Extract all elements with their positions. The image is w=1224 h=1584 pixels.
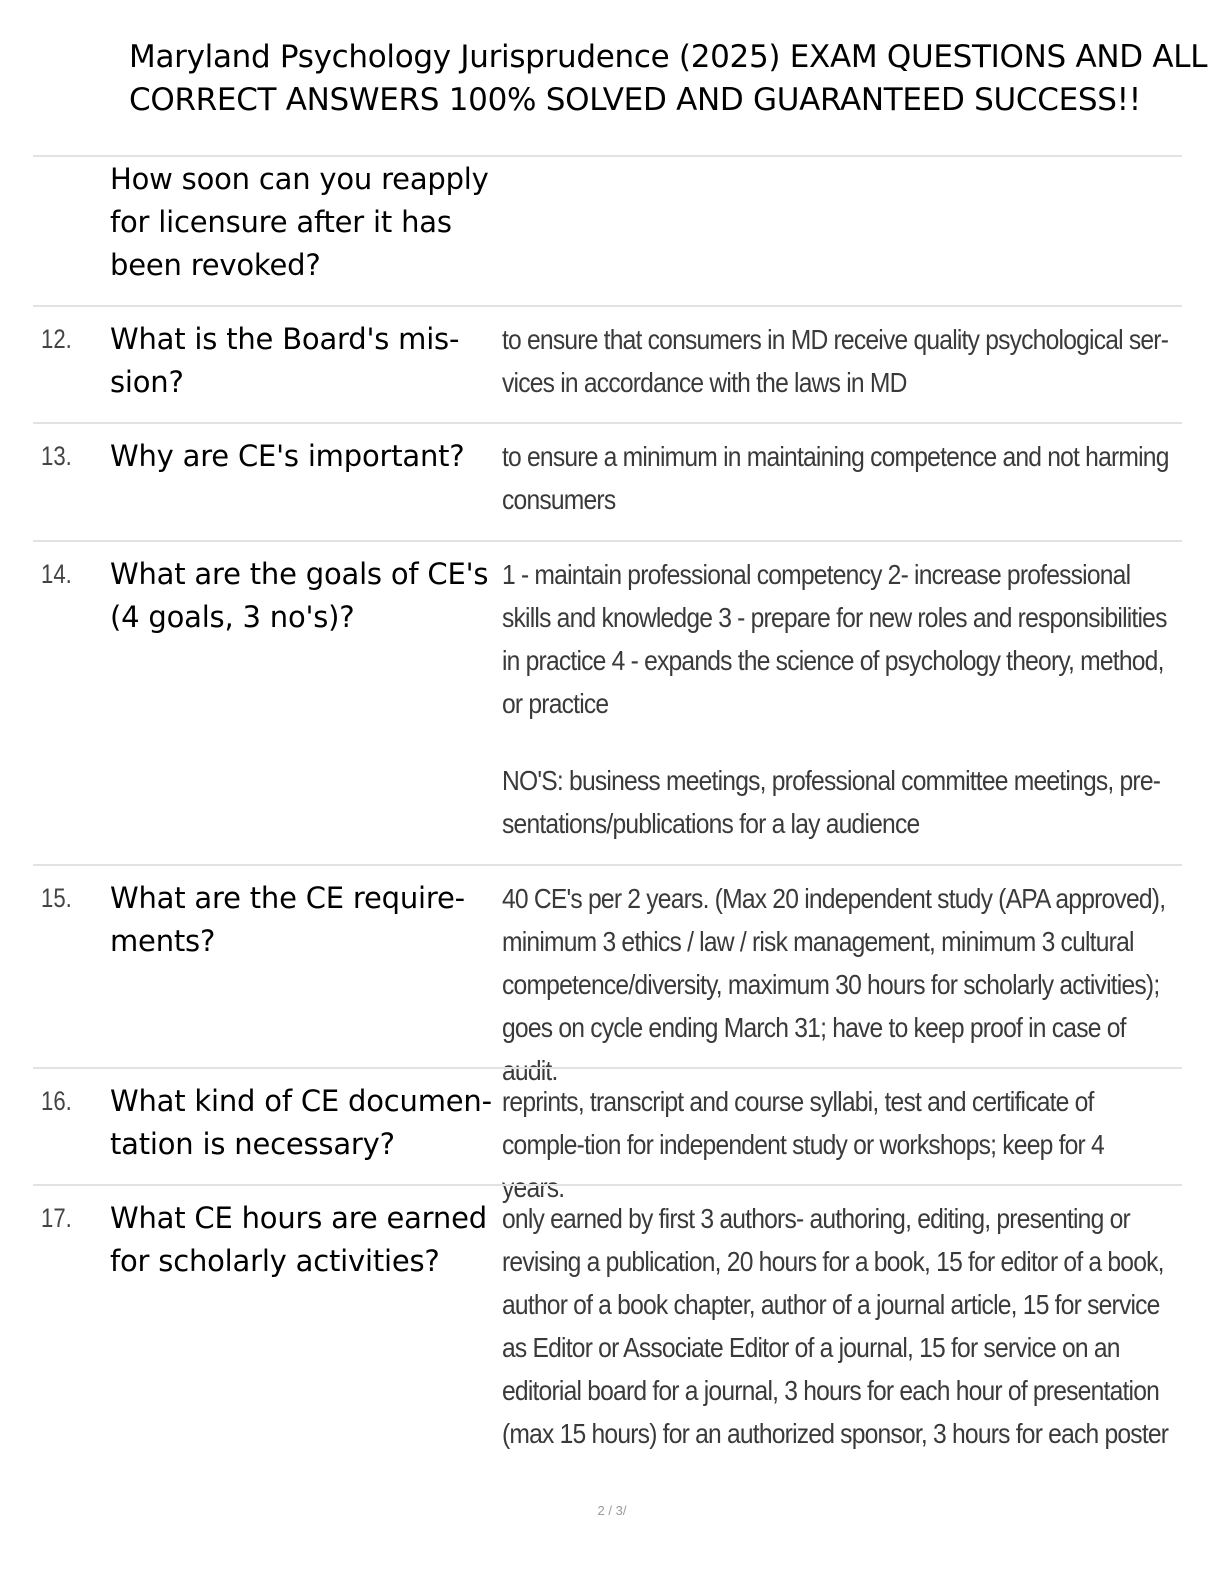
answer-text (502, 553, 1171, 845)
answer-paragraph: NO'S: business meetings, professional committee meetings, pre-sentations/publications for a lay audience (502, 765, 1161, 839)
answer-text (502, 318, 1171, 404)
answer-text (502, 877, 1171, 1092)
question-text: What are the goals of CE's (4 goals, 3 no's)? (110, 557, 489, 634)
answer-text (502, 1197, 1171, 1455)
question-text: How soon can you reapply for licensure after it has been revoked? (110, 162, 489, 282)
document-title: Maryland Psychology Jurisprudence (2025) EXAM QUESTIONS AND ALL CORRECT ANSWERS 100% SOLVED AND GUARANTEED SUCCESS!! (129, 39, 1208, 118)
row-divider (33, 305, 1182, 307)
answer-paragraph: only earned by first 3 authors- authoring, editing, presenting or revising a publication, 20 hours for a book, 15 for editor of a book, author of a book chapter, author of a journal article, 15 for service as Editor or Associate Editor of a journal, 15 for service on an editorial board for a journal, 3 hours for each hour of presentation (max 15 hours) for an authorized sponsor, 3 hours for each poster (502, 1203, 1169, 1449)
row-divider (33, 540, 1182, 542)
row-divider (33, 864, 1182, 866)
answer-paragraph: to ensure a minimum in maintaining competence and not harming consumers (502, 441, 1169, 515)
question-text: What is the Board's mis-sion? (110, 322, 460, 399)
question-number: 14. (41, 559, 72, 589)
question-number: 12. (41, 324, 72, 354)
question-number: 13. (41, 441, 72, 471)
row-divider (33, 422, 1182, 424)
question-number: 15. (41, 883, 72, 913)
question-number: 16. (41, 1086, 72, 1116)
question-text: Why are CE's important? (110, 439, 465, 473)
row-divider (33, 1067, 1182, 1069)
answer-paragraph: to ensure that consumers in MD receive quality psychological ser-vices in accordance with the laws in MD (502, 324, 1169, 398)
answer-text (502, 1080, 1171, 1209)
question-text: What are the CE require-ments? (110, 881, 465, 958)
answer-text (502, 435, 1171, 521)
question-number: 17. (41, 1203, 72, 1233)
row-divider (33, 1184, 1182, 1186)
answer-paragraph: 1 - maintain professional competency 2- increase professional skills and knowledge 3 - prepare for new roles and responsibilities in practice 4 - expands the science of psychology theory, method, or practice (502, 559, 1167, 719)
answer-paragraph: 40 CE's per 2 years. (Max 20 independent study (APA approved), minimum 3 ethics / law / risk management, minimum 3 cultural competence/diversity, maximum 30 hours for scholarly activities); goes on cycle ending March 31; have to keep proof in case of audit. (502, 883, 1166, 1086)
answer-paragraph: reprints, transcript and course syllabi, test and certificate of comple-tion for independent study or workshops; keep for 4 years. (502, 1086, 1104, 1203)
row-divider (33, 155, 1182, 157)
page-number: 2 / 3/ (597, 1503, 627, 1518)
question-text: What kind of CE documen-tation is necessary? (110, 1084, 492, 1161)
question-text: What CE hours are earned for scholarly activities? (110, 1201, 487, 1278)
